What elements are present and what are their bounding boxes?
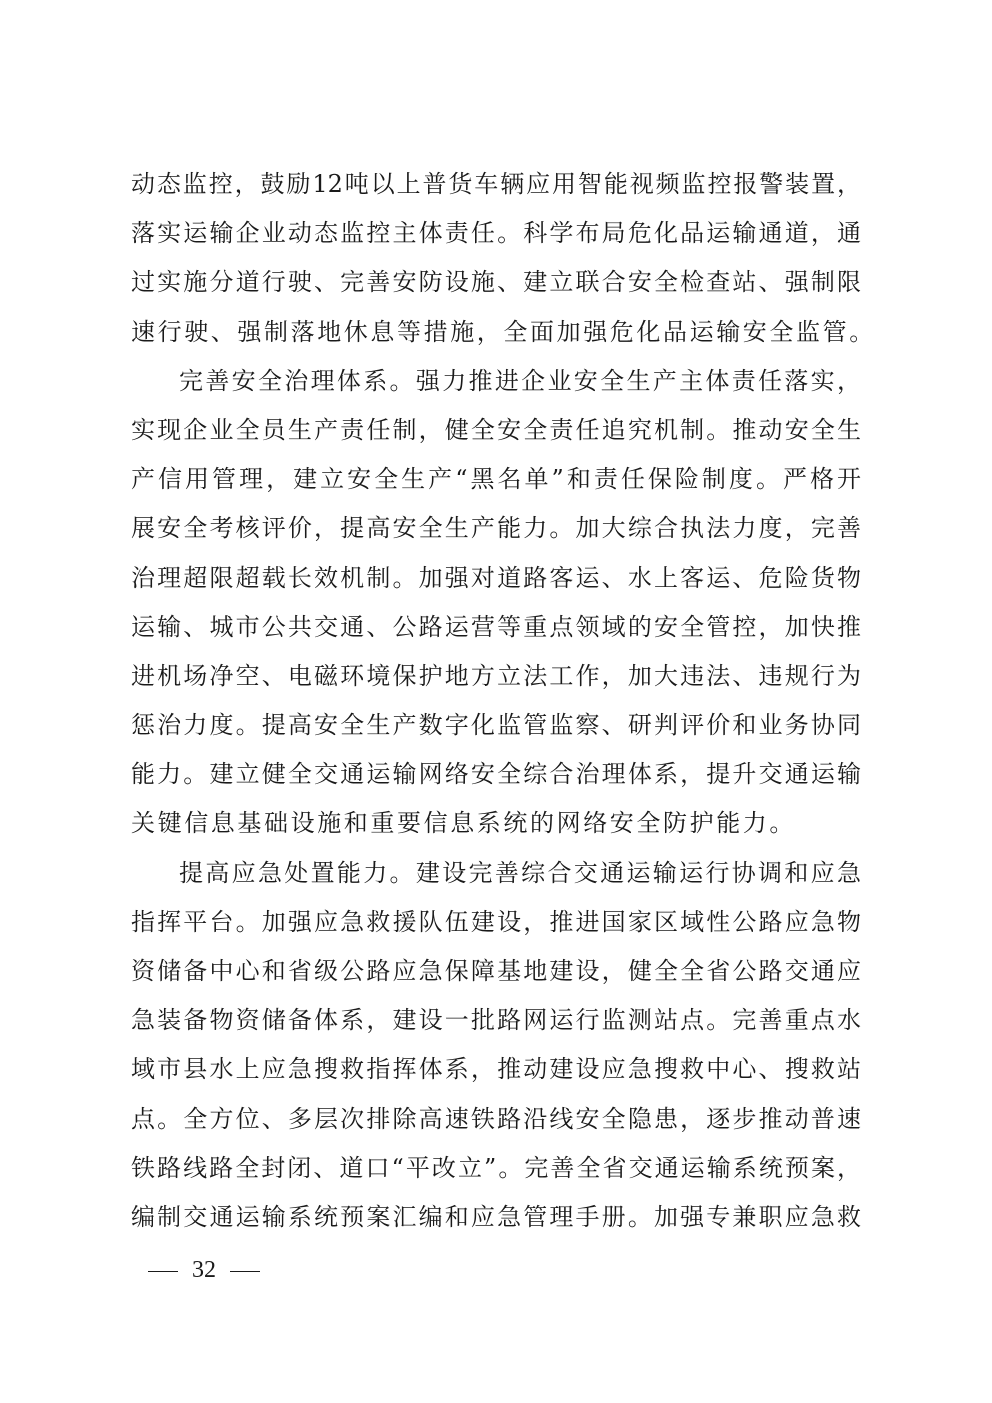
page-footer: [148, 1255, 260, 1285]
footer-dash-left: [148, 1271, 178, 1272]
text-line: 能力。建立健全交通运输网络安全综合治理体系，提升交通运输: [131, 760, 861, 789]
text-line: 过实施分道行驶、完善安防设施、建立联合安全检查站、强制限: [131, 268, 861, 297]
body-text: [131, 160, 876, 1242]
text-line: 铁路线路全封闭、道口“平改立”。完善全省交通运输系统预案，: [131, 1153, 861, 1182]
text-line: 速行驶、强制落地休息等措施，全面加强危化品运输安全监管。: [131, 317, 876, 346]
text-line: 进机场净空、电磁环境保护地方立法工作，加大违法、违规行为: [131, 661, 861, 690]
text-line: 点。全方位、多层次排除高速铁路沿线安全隐患，逐步推动普速: [131, 1104, 861, 1133]
text-line: 治理超限超载长效机制。加强对道路客运、水上客运、危险货物: [131, 563, 861, 592]
text-line: 实现企业全员生产责任制，健全安全责任追究机制。推动安全生: [131, 415, 861, 444]
text-line: 资储备中心和省级公路应急保障基地建设，健全全省公路交通应: [131, 957, 861, 985]
text-line: 产信用管理，建立安全生产“黑名单”和责任保险制度。严格开: [131, 465, 861, 494]
text-line: 运输、城市公共交通、公路运营等重点领域的安全管控，加快推: [131, 612, 861, 641]
text-line: 关键信息基础设施和重要信息系统的网络安全防护能力。: [131, 809, 796, 838]
text-line: 域市县水上应急搜救指挥体系，推动建设应急搜救中心、搜救站: [131, 1055, 861, 1084]
page-number: 32: [192, 1257, 216, 1283]
text-line: 指挥平台。加强应急救援队伍建设，推进国家区域性公路应急物: [131, 907, 861, 936]
footer-dash-right: [230, 1271, 260, 1272]
text-line: 惩治力度。提高安全生产数字化监管监察、研判评价和业务协同: [131, 711, 861, 740]
text-line: 编制交通运输系统预案汇编和应急管理手册。加强专兼职应急救: [131, 1202, 861, 1231]
paragraph-heading-line: 完善安全治理体系。强力推进企业安全生产主体责任落实，: [179, 366, 861, 395]
text-line: 落实运输企业动态监控主体责任。科学布局危化品运输通道，通: [131, 219, 861, 248]
paragraph-heading-line: 提高应急处置能力。建设完善综合交通运输运行协调和应急: [179, 858, 861, 887]
text-line: 展安全考核评价，提高安全生产能力。加大综合执法力度，完善: [131, 514, 861, 543]
text-line: 动态监控，鼓励12吨以上普货车辆应用智能视频监控报警装置，: [131, 170, 861, 198]
text-line: 急装备物资储备体系，建设一批路网运行监测站点。完善重点水: [131, 1006, 861, 1035]
